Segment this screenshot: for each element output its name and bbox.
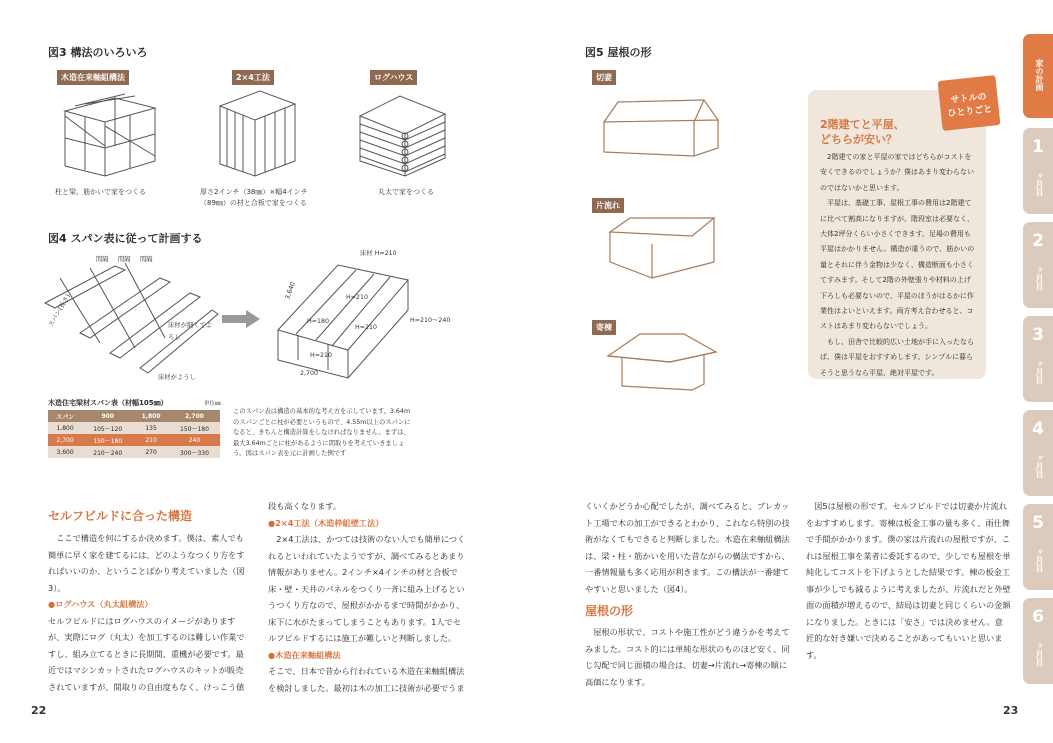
right-column-1a: くいくかどうか心配でしたが、調べてみると、プレカット工場で木の加工ができるとわかり、これなら特別の技術がなくてもできると判断しました。木造在来軸組構法は、梁・柱・筋かいを用いた昔ながらの構法ですから、一番情報量も多く応用が利きます。この構法が一番建てやすいと思いました（図4）。 <box>585 501 790 594</box>
tab-house-plan[interactable]: 家の計画 <box>1023 34 1053 118</box>
tab-month-4[interactable]: 4 ヶ月目 <box>1023 410 1053 496</box>
page-number-left: 22 <box>31 704 47 717</box>
column-badge: サトルの ひとりごと <box>938 75 1001 131</box>
fig3-tag-loghouse: ログハウス <box>370 70 417 85</box>
label-h210-top: 床材 H=210 <box>360 250 397 257</box>
spacing-label-3: 間隔 <box>140 256 153 263</box>
roof-tag-hip: 寄棟 <box>592 320 616 335</box>
label-h210-240: H=210～240 <box>410 317 451 324</box>
label-h210-mid: H=210 <box>346 294 369 301</box>
column-body: 2階建ての家と平屋の家ではどちらがコストを安くできるのでしょうか？僕はあまり変わらないのではないかと思います。 平屋は、基礎工事、屋根工事の費用は2階建てに比べて割高になりますが、階段室は必要なく、大体2坪分くらい小さくできます。足場の費用も平屋はかかりません。構造が違うので、筋かいの量とそれに伴う金物は少なく、構造断面も小さくてすみます。そして2階の外壁張りや材料の上げ下ろしも必要ないので、平屋のほうがはるかに作業性はよいといえます。両方考え合わせると、コストはあまり変わらないでしょう。 もし、田舎で比較的広い土地が手に入ったならば、僕は平屋をおすすめします。シンプルに暮らそうと思うなら平屋、絶対平屋です。 <box>820 153 975 377</box>
span-table <box>48 410 220 458</box>
tab-month-3[interactable]: 3 ヶ月目 <box>1023 316 1053 402</box>
roof-tag-gable: 切妻 <box>592 70 616 85</box>
left-column-2: 段も高くなります。 ●2×4工法（木造枠組壁工法） 2×4工法は、かつては技術のない人でも簡単につくれるといわれていたようですが、調べてみるとあまり情報がありません。2インチ×4インチの材と合板で床・壁・天井のパネルをつくり一斉に組み上げるというつくり方なので、屋根がかかるまで時間がかかり、床下に水がたまってしまうこともあります。1人でセルフビルドするには施工が難しいと判断しました。 ●木造在来軸組構法 そこで、日本で昔から行われている木造在来軸組構法を検討しました。最初は木の加工に技術が必要でうま <box>268 501 466 693</box>
label-h210-bottom: H=210 <box>310 352 333 359</box>
roof-tag-shed: 片流れ <box>592 198 624 213</box>
spacing-label-2: 間隔 <box>118 256 131 263</box>
2x4-frame-illustration <box>205 86 305 178</box>
fig3-title: 図3 構法のいろいろ <box>48 46 148 59</box>
span-table-header: スパン 900 1,800 2,700 <box>48 410 220 422</box>
arrow-right-icon <box>222 310 260 328</box>
spacing-label-1: 間隔 <box>96 256 109 263</box>
table-row: 1,800 105～120 135 150～180 <box>48 422 220 434</box>
label-3640: 3,640 <box>284 281 297 301</box>
label-2700: 2,700 <box>300 370 319 377</box>
fig3-caption-conventional: 柱と梁、筋かいで家をつくる <box>55 188 146 196</box>
fig5-title: 図5 屋根の形 <box>585 46 652 59</box>
table-row: 3,600 210～240 270 300～330 <box>48 446 220 458</box>
page-number-right: 23 <box>1003 704 1019 717</box>
tab-month-2[interactable]: 2 ヶ月目 <box>1023 222 1053 308</box>
fig3-caption-2x4: 厚さ2インチ（38㎜）×幅4インチ（89㎜）の材と合板で家をつくる <box>200 188 308 207</box>
fig3-tag-conventional: 木造在来軸組構法 <box>57 70 129 85</box>
floor-plan-diagram <box>268 250 428 380</box>
conventional-frame-illustration <box>55 86 165 178</box>
hip-roof-illustration <box>600 326 724 396</box>
tab-month-5[interactable]: 5 ヶ月目 <box>1023 504 1053 590</box>
tab-month-6[interactable]: 6 ヶ月目 <box>1023 598 1053 684</box>
left-column-1: ここで構造を何にするか決めます。僕は、素人でも簡単に早く家を建てるには、どのようなつくり方をすればいいのか、ということばかり考えていました（図3）。 ●ログハウス（丸太組構法） セルフビルドにはログハウスのイメージがありますが、実際にログ（丸太）を加工するのは難しい作業ですし、組み立てるときに長期間、重機が必要です。最近ではマシンカットされたログハウスのキットが販売されていますが、間取りの自由度もなく、けっこう値 <box>48 533 245 692</box>
loghouse-illustration <box>345 86 455 178</box>
gable-roof-illustration <box>596 92 726 164</box>
right-column-2: 図5は屋根の形です。セルフビルドでは切妻か片流れをおすすめします。寄棟は板金工事の量も多く、雨仕舞で手間がかかります。僕の家は片流れの屋根ですが、これは屋根工事を業者に委託するので、少しでも屋根を単純化してコストを下げようとした結果です。棟の板金工事が少しでも減るように考えましたが、片流れだと外壁面の面積が増えるので、結局は切妻と同じくらいの金額になりました。ときには「安さ」では決めません。意匠的な好き嫌いで決めることがあってもいいと思います。 <box>806 501 1011 660</box>
span-table-title: 木造住宅梁材スパン表（材幅105㎜） <box>48 399 168 407</box>
tab-month-1[interactable]: 1 ヶ月目 <box>1023 128 1053 214</box>
beam-thin-note: 床材が細くてよろし <box>168 322 213 341</box>
column-title: 2階建てと平屋、 どちらが安い？ <box>820 118 905 146</box>
table-row: 2,700 150～180 210 240 <box>48 434 220 446</box>
fig4-title: 図4 スパン表に従って計画する <box>48 232 203 245</box>
label-h180: H=180 <box>307 318 330 325</box>
fig3-caption-loghouse: 丸太で家をつくる <box>378 188 434 196</box>
span-length-label: スパン(長さ) <box>47 293 72 329</box>
shed-roof-illustration <box>596 206 726 282</box>
fig3-tag-2x4: 2×4工法 <box>232 70 274 85</box>
right-column-1b: 屋根の形状で、コストや施工性がどう違うかを考えてみました。コスト的には単純な形状のものほど安く、同じ勾配で同じ面積の場合は、切妻→片流れ→寄棟の順に高価になります。 <box>585 627 790 687</box>
section-heading-roof: 屋根の形 <box>585 604 634 618</box>
span-table-unit: 単位㎜ <box>204 401 221 407</box>
section-heading-structure: セルフビルドに合った構造 <box>48 509 193 523</box>
span-table-note: このスパン表は構造の基本的な考え方を示しています。3.64mのスパンごとに柱が必要というもので、4.55m以上のスパンになると、きちんと構造計算をしなければなりません。まずは、最大3.64mごとに柱があるように間取りを考えていきましょう。図はスパン表を元に計画した例です <box>233 408 411 457</box>
label-h210-mid2: H=210 <box>355 324 378 331</box>
beam-span-diagram <box>40 248 220 383</box>
beam-thick-note: 床材がようし <box>158 374 196 381</box>
